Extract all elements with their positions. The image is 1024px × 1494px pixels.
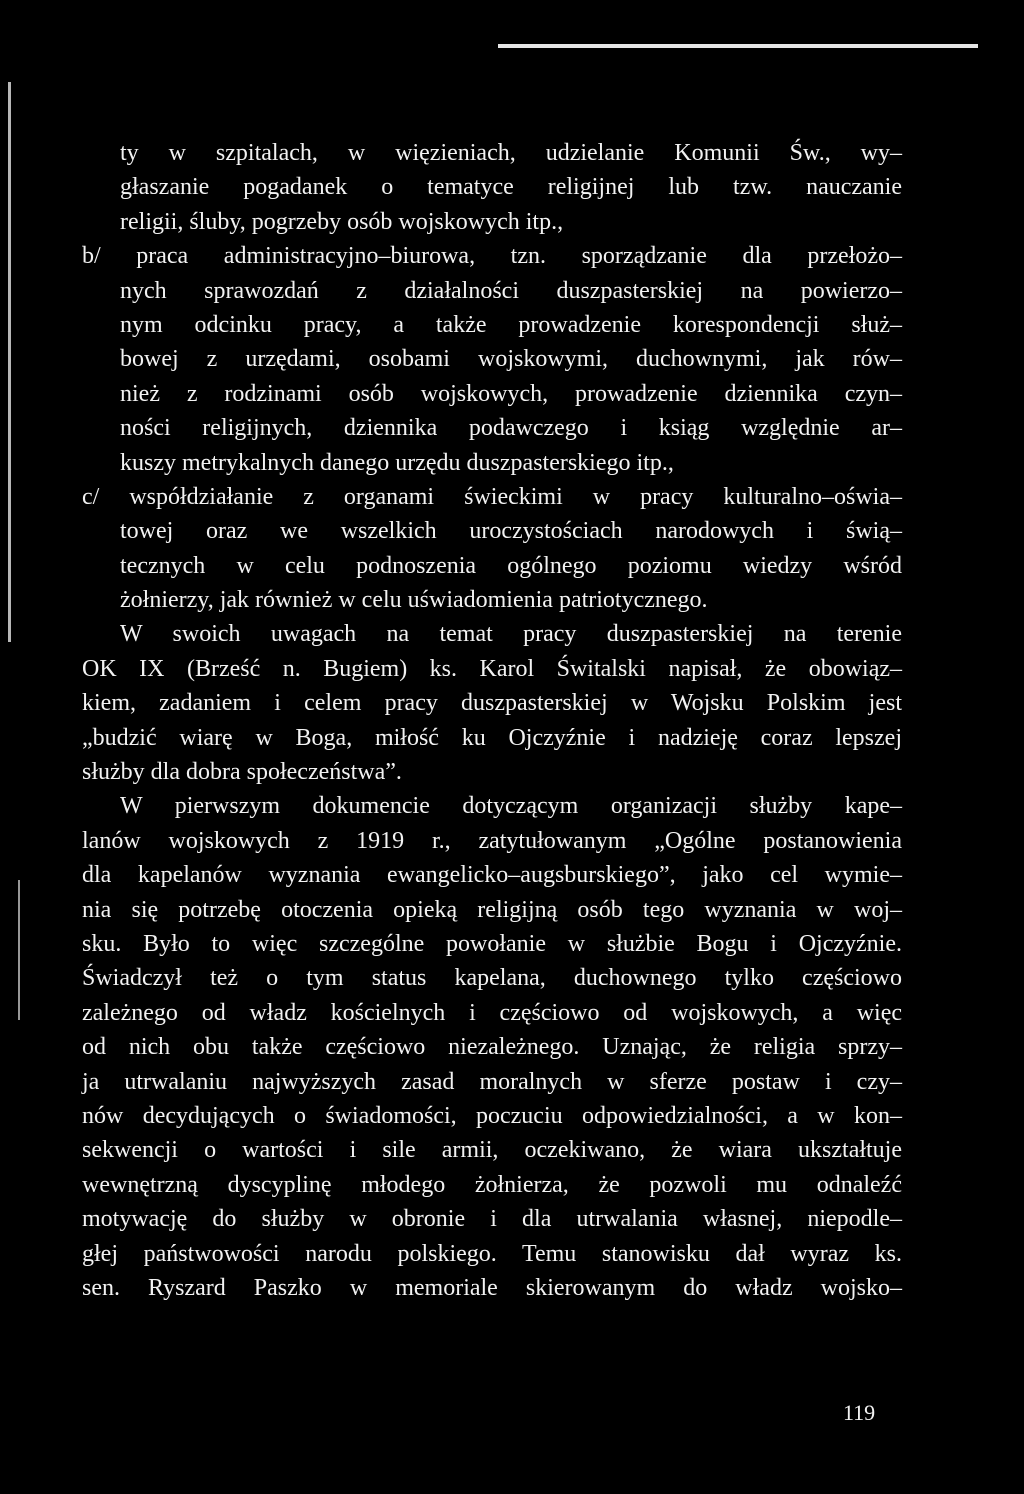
text-line-30: sekwencji o wartości i sile armii, oczekiwano, że wiara ukształtuje xyxy=(82,1137,902,1164)
top-rule xyxy=(498,44,978,48)
text-line-5: nych sprawozdań z działalności duszpasterskiej na powierzo– xyxy=(120,277,902,304)
text-line-3: religii, śluby, pogrzeby osób wojskowych itp., xyxy=(120,208,564,235)
text-line-25: Świadczył też o tym status kapelana, duchownego tylko częściowo xyxy=(82,965,902,992)
text-line-2: głaszanie pogadanek o tematyce religijnej lub tzw. nauczanie xyxy=(120,174,902,201)
text-line-13: tecznych w celu podnoszenia ogólnego poziomu wiedzy wśród xyxy=(120,552,902,579)
page-number: 119 xyxy=(843,1400,876,1425)
text-line-32: motywację do służby w obronie i dla utrwalania własnej, niepodle– xyxy=(82,1206,902,1233)
scan-edge-left-top xyxy=(8,82,11,642)
text-line-9: ności religijnych, dziennika podawczego i ksiąg względnie ar– xyxy=(120,415,902,442)
text-line-18: „budzić wiarę w Boga, miłość ku Ojczyźnie i nadzieję coraz lepszej xyxy=(82,724,902,751)
text-line-15: W swoich uwagach na temat pracy duszpasterskiej na terenie xyxy=(120,621,902,648)
text-line-22: dla kapelanów wyznania ewangelicko–augsburskiego”, jako cel wymie– xyxy=(82,862,902,889)
text-line-16: OK IX (Brześć n. Bugiem) ks. Karol Świtalski napisał, że obowiąz– xyxy=(82,655,902,682)
text-line-17: kiem, zadaniem i celem pracy duszpasterskiej w Wojsku Polskim jest xyxy=(82,690,902,717)
scan-edge-left-bottom xyxy=(18,880,20,1020)
text-line-21: lanów wojskowych z 1919 r., zatytułowanym „Ogólne postanowienia xyxy=(82,827,902,854)
text-line-4: b/ praca administracyjno–biurowa, tzn. sporządzanie dla przełożo– xyxy=(82,243,902,270)
text-line-6: nym odcinku pracy, a także prowadzenie korespondencji służ– xyxy=(120,311,902,338)
text-line-11: c/ współdziałanie z organami świeckimi w pracy kulturalno–oświa– xyxy=(82,483,902,510)
text-line-1: ty w szpitalach, w więzieniach, udzielanie Komunii Św., wy– xyxy=(120,140,902,166)
text-line-26: zależnego od władz kościelnych i częściowo od wojskowych, a więc xyxy=(82,999,902,1026)
text-line-23: nia się potrzebę otoczenia opieką religijną osób tego wyznania w woj– xyxy=(82,896,902,923)
text-line-7: bowej z urzędami, osobami wojskowymi, duchownymi, jak rów– xyxy=(120,346,902,373)
page-body-text xyxy=(82,136,902,1305)
text-line-19: służby dla dobra społeczeństwa”. xyxy=(82,759,402,786)
text-line-10: kuszy metrykalnych danego urzędu duszpasterskiego itp., xyxy=(120,449,674,476)
text-line-34: sen. Ryszard Paszko w memoriale skierowanym do władz wojsko– xyxy=(82,1274,902,1301)
text-line-14: żołnierzy, jak również w celu uświadomienia patriotycznego. xyxy=(120,587,708,614)
text-line-33: głej państwowości narodu polskiego. Temu stanowisku dał wyraz ks. xyxy=(82,1240,902,1267)
text-line-24: sku. Było to więc szczególne powołanie w służbie Bogu i Ojczyźnie. xyxy=(82,930,902,957)
text-line-27: od nich obu także częściowo niezależnego. Uznając, że religia sprzy– xyxy=(82,1034,902,1061)
text-line-28: ja utrwalaniu najwyższych zasad moralnych w sferze postaw i czy– xyxy=(82,1068,902,1095)
text-line-31: wewnętrzną dyscyplinę młodego żołnierza, że pozwoli mu odnaleźć xyxy=(82,1171,902,1198)
text-line-8: nież z rodzinami osób wojskowych, prowadzenie dziennika czyn– xyxy=(120,380,902,407)
text-line-29: nów decydujących o świadomości, poczuciu odpowiedzialności, a w kon– xyxy=(82,1102,902,1129)
text-line-12: towej oraz we wszelkich uroczystościach narodowych i świą– xyxy=(120,518,902,545)
text-line-20: W pierwszym dokumencie dotyczącym organizacji służby kape– xyxy=(120,793,902,820)
